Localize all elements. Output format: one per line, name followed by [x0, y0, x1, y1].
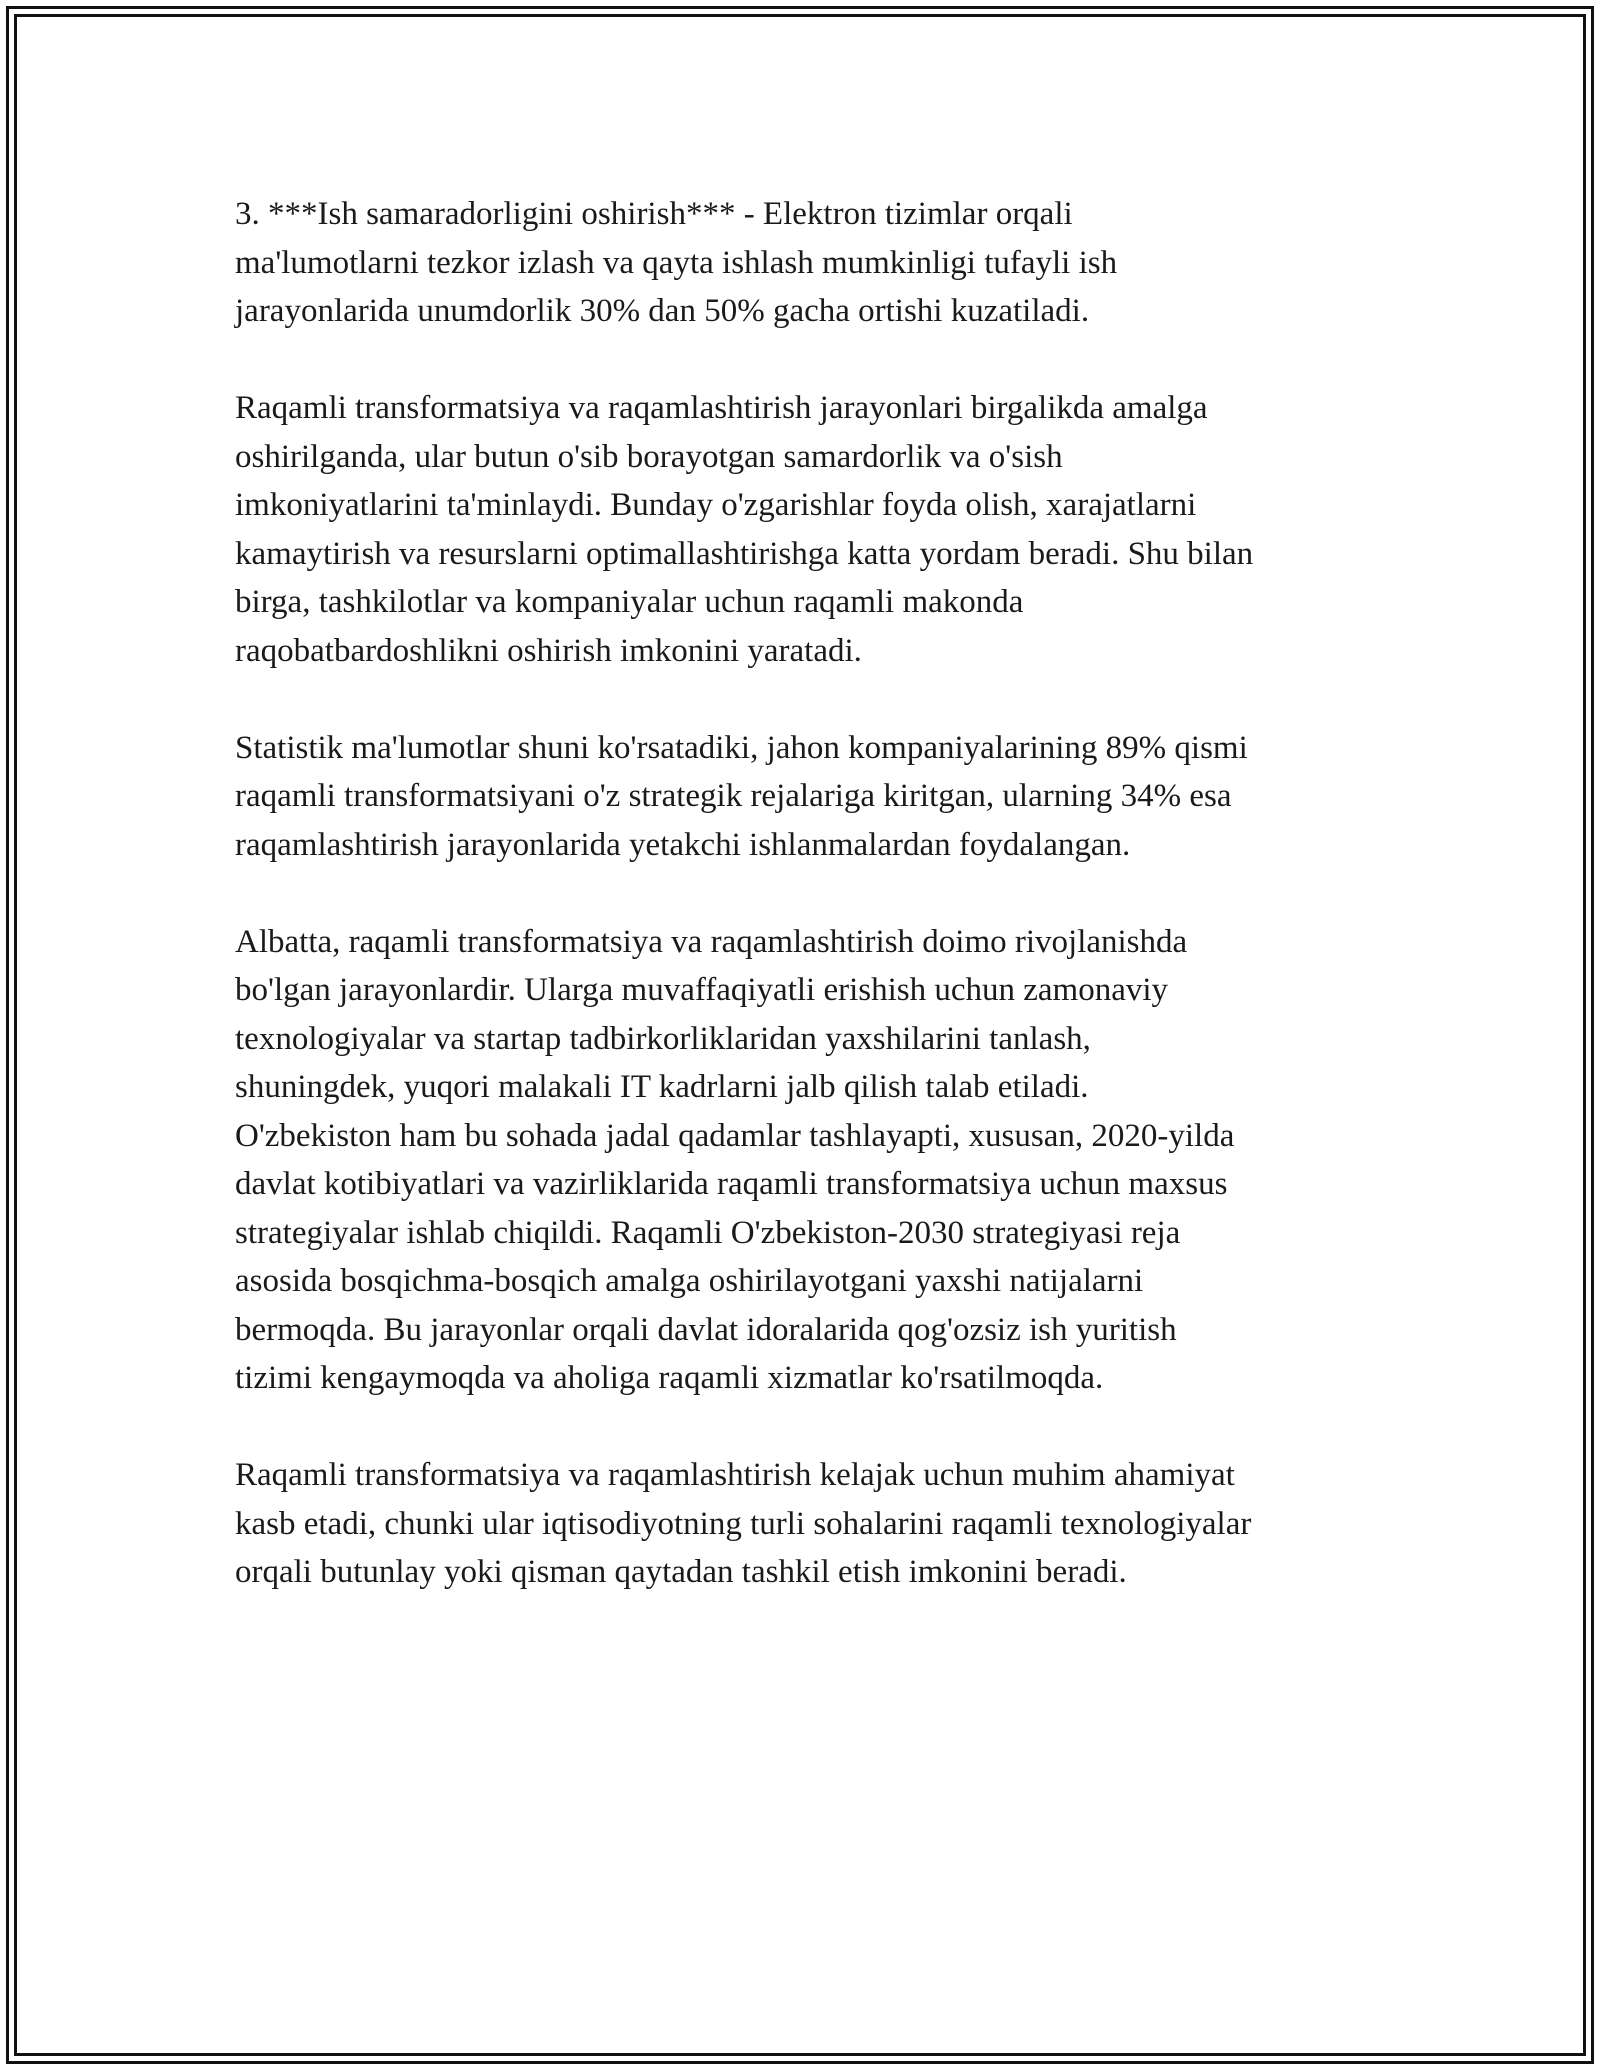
text-line: orqali butunlay yoki qisman qaytadan tashkil etish imkonini beradi. — [235, 1554, 1127, 1590]
text-line: Statistik ma'lumotlar shuni ko'rsatadiki, jahon kompaniyalarining 89% qismi — [235, 729, 1248, 766]
text-line: asosida bosqichma-bosqich amalga oshirilayotgani yaxshi natijalarni — [235, 1263, 1144, 1299]
text-line: Raqamli transformatsiya va raqamlashtirish kelajak uchun muhim ahamiyat — [235, 1457, 1235, 1493]
text-line: oshirilganda, ular butun o'sib borayotgan samardorlik va o'sish — [235, 438, 1063, 475]
text-line: shuningdek, yuqori malakali IT kadrlarni jalb qilish talab etiladi. — [235, 1069, 1089, 1105]
text-line: birga, tashkilotlar va kompaniyalar uchun raqamli makonda — [235, 584, 1024, 620]
text-line: raqobatbardoshlikni oshirish imkonini yaratadi. — [235, 632, 862, 669]
text-line: kasb etadi, chunki ular iqtisodiyotning turli sohalarini raqamli texnologiyalar — [235, 1505, 1252, 1542]
text-line: jarayonlarida unumdorlik 30% dan 50% gacha ortishi kuzatiladi. — [235, 293, 1090, 329]
paragraph-4 — [235, 918, 1395, 1403]
paragraph-2 — [235, 384, 1395, 675]
text-line: ma'lumotlarni tezkor izlash va qayta ishlash mumkinligi tufayli ish — [235, 244, 1118, 281]
text-line: strategiyalar ishlab chiqildi. Raqamli O'zbekiston-2030 strategiyasi reja — [235, 1214, 1181, 1251]
text-line: davlat kotibiyatlari va vazirliklarida raqamli transformatsiya uchun maxsus — [235, 1166, 1228, 1202]
text-line: tizimi kengaymoqda va aholiga raqamli xizmatlar ko'rsatilmoqda. — [235, 1360, 1104, 1396]
text-line: imkoniyatlarini ta'minlaydi. Bunday o'zgarishlar foyda olish, xarajatlarni — [235, 487, 1197, 523]
paragraph-1 — [235, 190, 1395, 336]
text-line: bermoqda. Bu jarayonlar orqali davlat idoralarida qog'ozsiz ish yuritish — [235, 1311, 1177, 1348]
text-line: O'zbekiston ham bu sohada jadal qadamlar tashlayapti, xususan, 2020-yilda — [235, 1117, 1235, 1154]
document-body — [235, 190, 1395, 1645]
text-line: raqamlashtirish jarayonlarida yetakchi ishlanmalardan foydalangan. — [235, 826, 1131, 863]
text-line: bo'lgan jarayonlardir. Ularga muvaffaqiyatli erishish uchun zamonaviy — [235, 972, 1169, 1008]
text-line: texnologiyalar va startap tadbirkorliklaridan yaxshilarini tanlash, — [235, 1020, 1091, 1057]
paragraph-3 — [235, 724, 1395, 870]
paragraph-5 — [235, 1451, 1395, 1597]
text-line: Albatta, raqamli transformatsiya va raqamlashtirish doimo rivojlanishda — [235, 923, 1188, 960]
text-line: Raqamli transformatsiya va raqamlashtirish jarayonlari birgalikda amalga — [235, 390, 1208, 426]
text-line: kamaytirish va resurslarni optimallashtirishga katta yordam beradi. Shu bilan — [235, 535, 1254, 572]
text-line: 3. ***Ish samaradorligini oshirish*** - Elektron tizimlar orqali — [235, 196, 1073, 232]
text-line: raqamli transformatsiyani o'z strategik rejalariga kiritgan, ularning 34% esa — [235, 778, 1232, 814]
